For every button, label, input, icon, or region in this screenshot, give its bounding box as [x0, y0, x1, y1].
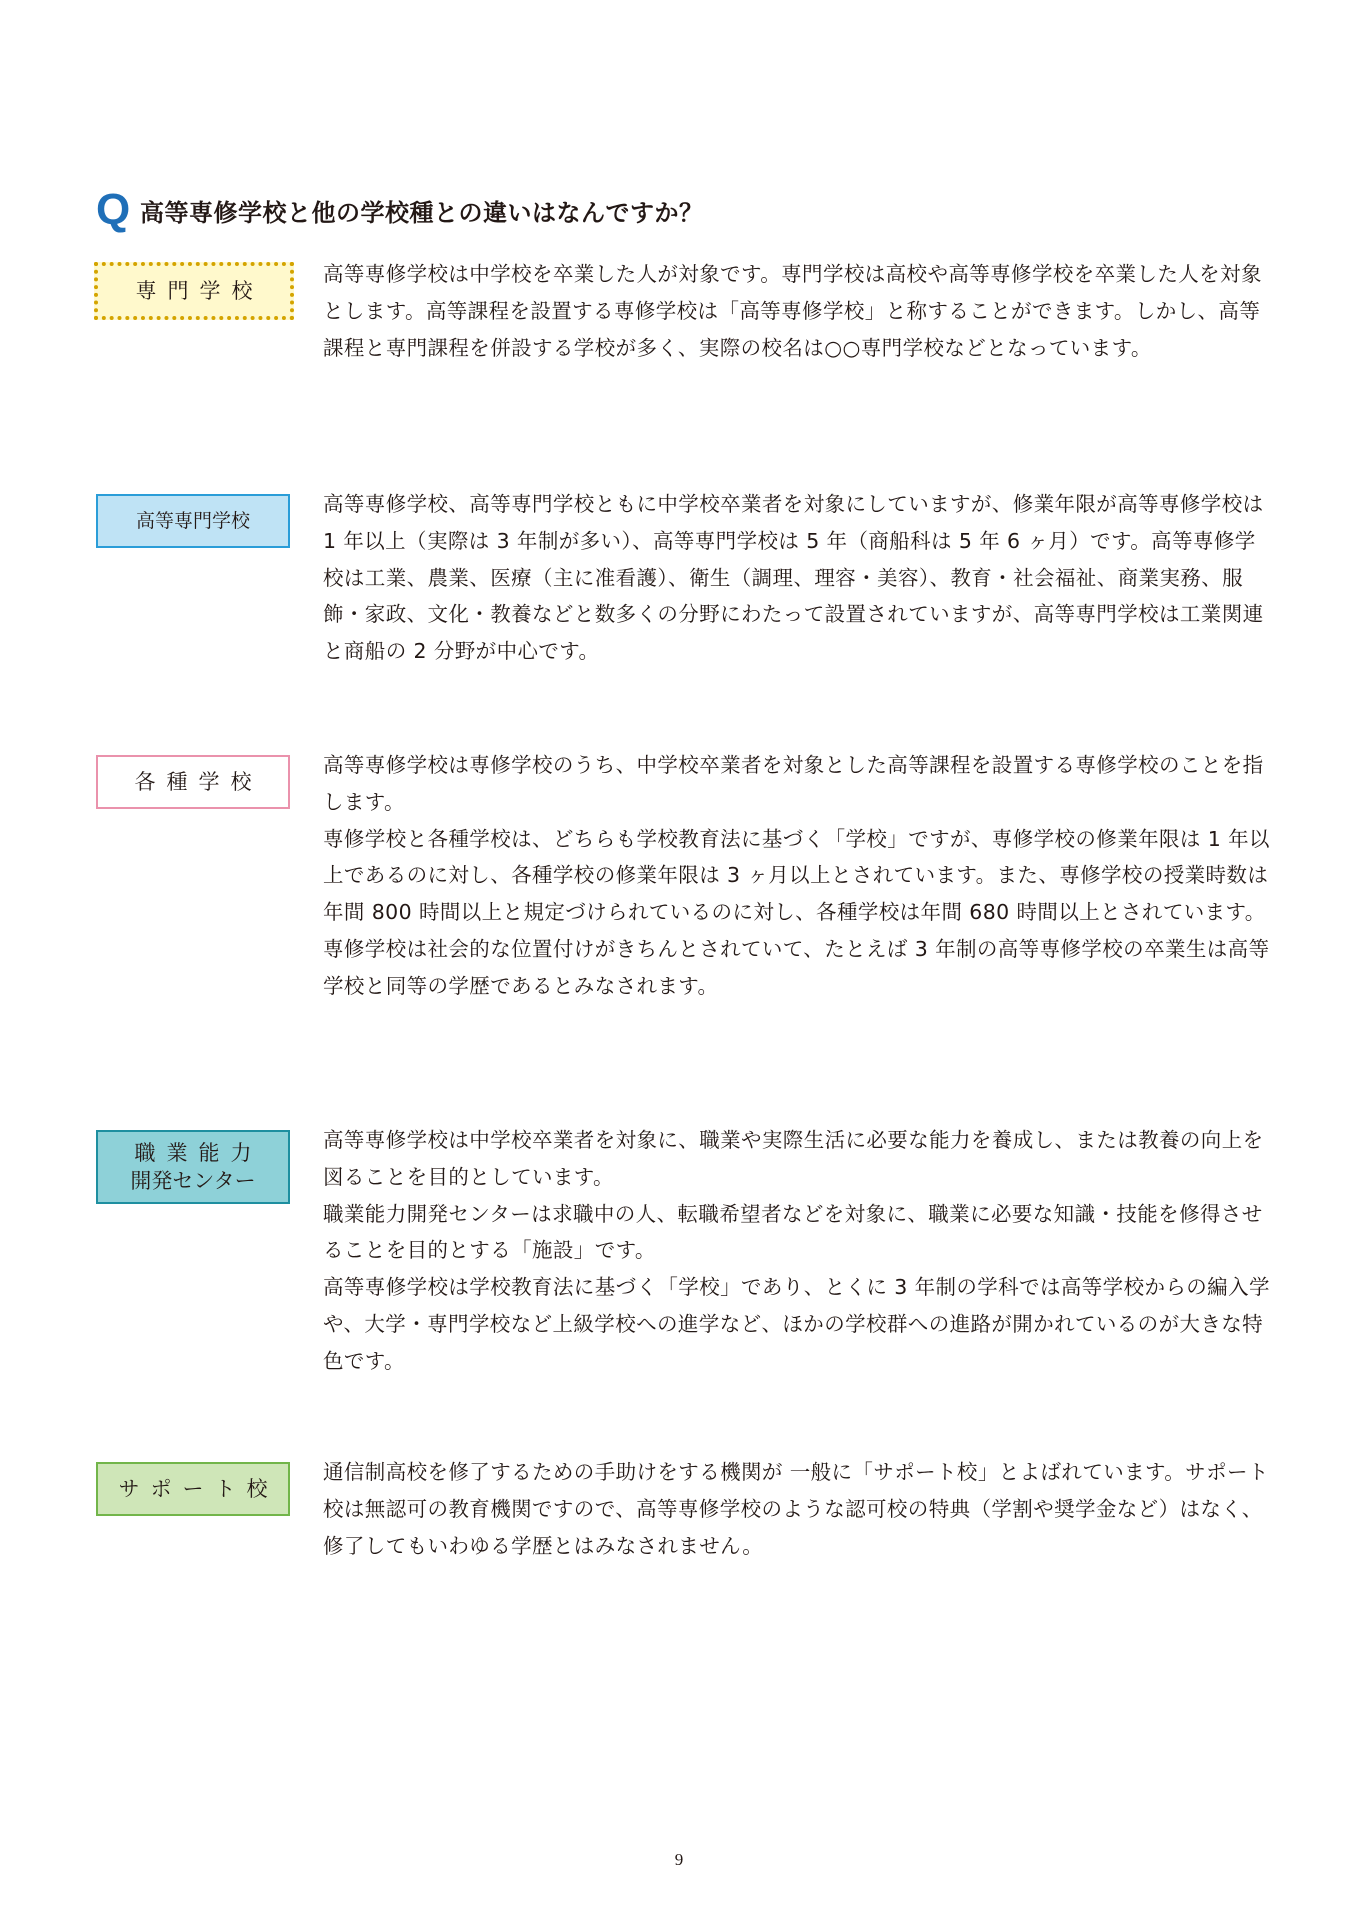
- label-support-text: サポート校: [118, 1477, 279, 1501]
- paragraph: 高等専修学校は専修学校のうち、中学校卒業者を対象とした高等課程を設置する専修学校のことを指します。: [323, 753, 1264, 814]
- q-mark: Q: [96, 185, 131, 234]
- section-support-body: [323, 1454, 1275, 1564]
- paragraph: 高等専修学校は学校教育法に基づく「学校」であり、とくに 3 年制の学科では高等学校からの編入学や、大学・専門学校など上級学校への進学など、ほかの学校群への進路が開かれているのが大きな特色です。: [323, 1275, 1270, 1373]
- label-shokugyo-line1: 職業能力: [134, 1141, 263, 1165]
- section-shokugyo-body: [323, 1122, 1275, 1380]
- paragraph: 通信制高校を修了するための手助けをする機関が 一般に「サポート校」とよばれています。サポート校は無認可の教育機関ですので、高等専修学校のような認可校の特典（学割や奨学金など）はなく、修了してもいわゆる学歴とはみなされません。: [323, 1460, 1269, 1558]
- paragraph: 高等専修学校、高等専門学校ともに中学校卒業者を対象にしていますが、修業年限が高等専修学校は 1 年以上（実際は 3 年制が多い）、高等専門学校は 5 年（商船科は 5 年 6 ヶ月）です。高等専修学校は工業、農業、医療（主に准看護）、衛生（調理、理容・美容）、教育・社会福祉、商業実務、服飾・家政、文化・教養などと数多くの分野にわたって設置されていますが、高等専門学校は工業関連と商船の 2 分野が中心です。: [323, 492, 1264, 664]
- label-kakushu-text: 各種学校: [134, 770, 263, 794]
- label-koutou-senmon-text: 高等専門学校: [135, 510, 250, 532]
- label-senmon-text: 専門学校: [135, 279, 264, 303]
- paragraph: 高等専修学校は中学校を卒業した人が対象です。専門学校は高校や高等専修学校を卒業した人を対象とします。高等課程を設置する専修学校は「高等専修学校」と称することができます。しかし、高等課程と専門課程を併設する学校が多く、実際の校名は○○専門学校などとなっています。: [323, 262, 1262, 360]
- label-koutou-senmon: [96, 494, 290, 548]
- paragraph: 専修学校は社会的な位置付けがきちんとされていて、たとえば 3 年制の高等専修学校の卒業生は高等学校と同等の学歴であるとみなされます。: [323, 936, 1270, 998]
- section-senmon-body: [323, 256, 1275, 366]
- section-kakushu-body: [323, 747, 1275, 1005]
- label-senmon: [94, 262, 294, 320]
- question-text: 高等専修学校と他の学校種との違いはなんですか？: [140, 198, 704, 227]
- page-number: 9: [674, 1850, 684, 1869]
- paragraph: 職業能力開発センターは求職中の人、転職希望者などを対象に、職業に必要な知識・技能を修得させることを目的とする「施設」です。: [323, 1201, 1263, 1263]
- paragraph: 専修学校と各種学校は、どちらも学校教育法に基づく「学校」ですが、専修学校の修業年限は 1 年以上であるのに対し、各種学校の修業年限は 3 ヶ月以上とされています。また、専修学校の授業時数は年間 800 時間以上と規定づけられているのに対し、各種学校は年間 680 時間以上とされています。: [323, 826, 1270, 925]
- question-heading: [96, 185, 704, 234]
- paragraph: 高等専修学校は中学校卒業者を対象に、職業や実際生活に必要な能力を養成し、または教養の向上を図ることを目的としています。: [323, 1128, 1264, 1189]
- label-kakushu: [96, 755, 290, 809]
- label-shokugyo: [96, 1130, 290, 1204]
- label-shokugyo-line2: 開発センター: [130, 1169, 256, 1193]
- label-support: [96, 1462, 290, 1516]
- section-koutou-senmon-body: [323, 486, 1275, 670]
